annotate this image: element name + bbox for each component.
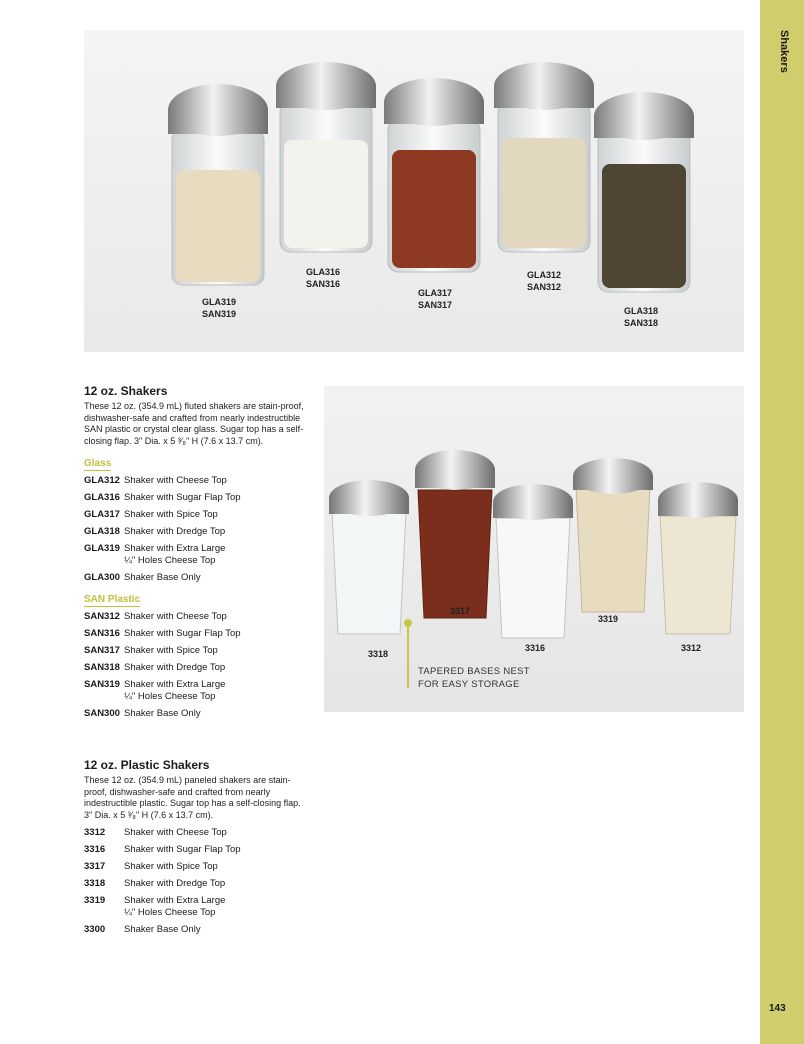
- item-code: SAN318: [84, 662, 120, 673]
- item-code: SAN312: [84, 611, 120, 622]
- item-code: 3312: [84, 827, 106, 838]
- list-item: [84, 509, 304, 521]
- section-description: These 12 oz. (354.9 mL) paneled shakers are stain-proof, dishwasher-safe and crafted from nearly indestructible plastic. Sugar top has a self-closing flap. 3" Dia. x 5 ³⁄₈" H (7.6 x 13.7 cm).: [84, 775, 301, 820]
- photo-label-gla316: [306, 266, 340, 290]
- glass-shakers-photo: [84, 30, 744, 352]
- callout-line: [407, 623, 409, 688]
- item-label: Shaker with Spice Top: [124, 645, 218, 656]
- list-item: [84, 895, 304, 919]
- item-code: SAN319: [84, 679, 120, 690]
- item-code: GLA316: [84, 492, 120, 503]
- list-item: [84, 861, 304, 873]
- item-label: Shaker with Sugar Flap Top: [124, 628, 241, 639]
- shaker-3312: [658, 482, 738, 634]
- item-label: Shaker with Sugar Flap Top: [124, 492, 241, 503]
- item-label: Shaker with Sugar Flap Top: [124, 844, 241, 855]
- sidebar-title: Shakers: [778, 30, 790, 73]
- callout-line-1: TAPERED BASES NEST: [418, 666, 530, 677]
- item-code: SAN317: [84, 645, 120, 656]
- shaker-3319: [573, 458, 653, 612]
- label-line: SAN319: [202, 309, 237, 319]
- plastic-shakers-illustration: [324, 386, 744, 712]
- section-12oz-plastic-shakers: [84, 758, 304, 941]
- item-label: Shaker with Dredge Top: [124, 526, 226, 537]
- item-label: Shaker Base Only: [124, 708, 201, 719]
- label-line: SAN317: [418, 300, 453, 310]
- callout-line-2: FOR EASY STORAGE: [418, 678, 520, 690]
- item-code: 3300: [84, 924, 106, 935]
- list-item: [84, 611, 304, 623]
- list-item: [84, 543, 304, 567]
- list-item: [84, 679, 304, 703]
- item-label: Shaker with Cheese Top: [124, 827, 227, 838]
- list-item: [84, 572, 304, 584]
- item-code: GLA312: [84, 475, 120, 486]
- section-sidebar: [760, 0, 804, 1044]
- shaker-gla317: [384, 78, 484, 272]
- shaker-gla319: [168, 84, 268, 285]
- list-item: [84, 628, 304, 640]
- item-code: GLA318: [84, 526, 120, 537]
- section-description: These 12 oz. (354.9 mL) fluted shakers are stain-proof, dishwasher-safe and crafted from nearly indestructible SAN plastic or crystal clear glass. Sugar top has a self-closing flap. 3" Dia. x 5 ³⁄₈" H (7.6 x 13.7 cm).: [84, 401, 304, 446]
- label-line: GLA319: [202, 297, 237, 307]
- shaker-gla312: [494, 62, 594, 252]
- plastic-shakers-photo: [324, 386, 744, 712]
- list-item: [84, 827, 304, 839]
- item-label: Shaker with Extra Large ¼" Holes Cheese Top: [124, 543, 226, 566]
- section-12oz-shakers: [84, 384, 304, 725]
- photo-label-3318: 3318: [368, 649, 389, 659]
- list-item: [84, 708, 304, 720]
- section-title: 12 oz. Plastic Shakers: [84, 758, 210, 772]
- item-code: 3319: [84, 895, 106, 906]
- photo-label-3319: 3319: [598, 614, 619, 624]
- label-line: GLA318: [624, 306, 659, 316]
- shaker-3318: [329, 480, 409, 634]
- item-label: Shaker Base Only: [124, 924, 201, 935]
- list-item: [84, 475, 304, 487]
- list-item: [84, 645, 304, 657]
- label-line: SAN312: [527, 282, 562, 292]
- shaker-gla318: [594, 92, 694, 292]
- item-code: 3316: [84, 844, 106, 855]
- label-line: GLA317: [418, 288, 453, 298]
- page-number: 143: [769, 1003, 786, 1014]
- glass-item-list: [84, 475, 304, 584]
- item-code: GLA317: [84, 509, 120, 520]
- label-line: GLA316: [306, 267, 341, 277]
- item-label: Shaker with Cheese Top: [124, 475, 227, 486]
- item-code: GLA319: [84, 543, 120, 554]
- photo-label-gla317: [418, 287, 452, 311]
- photo-label-3316: 3316: [525, 643, 546, 653]
- shaker-gla316: [276, 62, 376, 252]
- item-label: Shaker with Spice Top: [124, 861, 218, 872]
- photo-label-gla312: [527, 269, 561, 293]
- item-code: GLA300: [84, 572, 120, 583]
- item-code: 3318: [84, 878, 106, 889]
- list-item: [84, 924, 304, 936]
- label-line: GLA312: [527, 270, 562, 280]
- photo-label-gla319: [202, 296, 236, 320]
- plastic-item-list: [84, 827, 304, 936]
- list-item: [84, 878, 304, 890]
- item-label: Shaker with Dredge Top: [124, 878, 226, 889]
- item-code: 3317: [84, 861, 106, 872]
- item-label: Shaker with Extra Large ¼" Holes Cheese Top: [124, 895, 226, 918]
- list-item: [84, 492, 304, 504]
- photo-label-3317: 3317: [450, 606, 471, 616]
- item-code: SAN300: [84, 708, 120, 719]
- list-item: [84, 662, 304, 674]
- item-label: Shaker Base Only: [124, 572, 201, 583]
- photo-label-gla318: [624, 305, 658, 329]
- label-line: SAN318: [624, 318, 659, 328]
- list-item: [84, 844, 304, 856]
- san-plastic-subheading: SAN Plastic: [84, 594, 141, 605]
- san-item-list: [84, 611, 304, 720]
- glass-subheading: Glass: [84, 458, 112, 469]
- item-label: Shaker with Dredge Top: [124, 662, 226, 673]
- section-title: 12 oz. Shakers: [84, 384, 168, 398]
- shaker-3316: [493, 484, 573, 638]
- glass-shakers-illustration: [84, 30, 744, 352]
- label-line: SAN316: [306, 279, 341, 289]
- shaker-3317: [415, 450, 495, 618]
- item-label: Shaker with Cheese Top: [124, 611, 227, 622]
- list-item: [84, 526, 304, 538]
- item-label: Shaker with Extra Large ¼" Holes Cheese Top: [124, 679, 226, 702]
- item-label: Shaker with Spice Top: [124, 509, 218, 520]
- callout-text: [418, 666, 530, 691]
- photo-label-3312: 3312: [681, 643, 702, 653]
- item-code: SAN316: [84, 628, 120, 639]
